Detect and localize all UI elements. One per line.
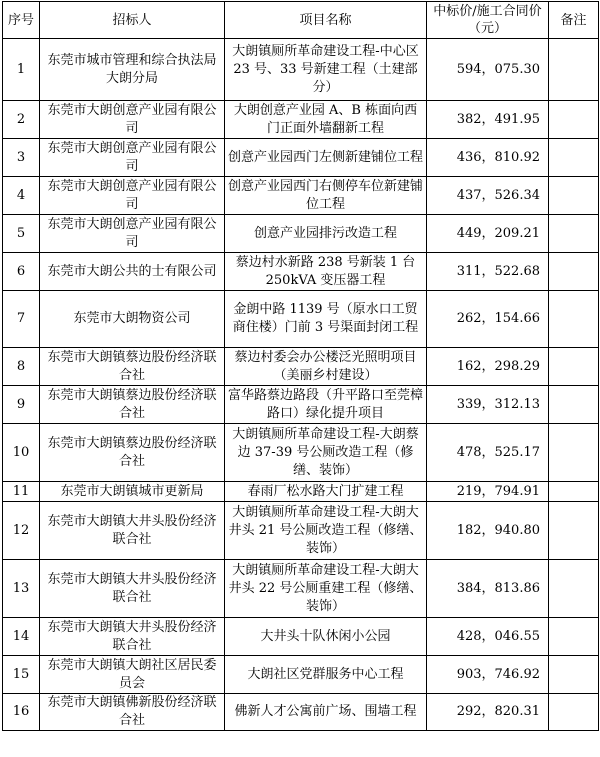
bidder-cell: 东莞市大朗镇城市更新局 <box>40 482 225 502</box>
row-number: 4 <box>3 177 40 215</box>
bidder-cell: 东莞市大朗镇佛新股份经济联合社 <box>40 694 225 731</box>
project-name-cell: 蔡边村委会办公楼泛光照明项目（美丽乡村建设） <box>225 348 427 386</box>
price-cell: 382，491.95 <box>427 101 549 139</box>
table-row <box>3 694 599 731</box>
table-row <box>3 348 599 386</box>
note-cell <box>549 177 599 215</box>
price-cell: 182，940.80 <box>427 502 549 560</box>
bidder-cell: 东莞市城市管理和综合执法局大朗分局 <box>40 39 225 101</box>
table-row <box>3 386 599 424</box>
price-cell: 292，820.31 <box>427 694 549 731</box>
project-name-cell: 春雨厂松水路大门扩建工程 <box>225 482 427 502</box>
project-name-cell: 创意产业园西门右侧停车位新建铺位工程 <box>225 177 427 215</box>
price-cell: 903，746.92 <box>427 656 549 694</box>
bidder-cell: 东莞市大朗镇大井头股份经济联合社 <box>40 618 225 656</box>
project-name-cell: 佛新人才公寓前广场、围墙工程 <box>225 694 427 731</box>
row-number: 15 <box>3 656 40 694</box>
note-cell <box>549 618 599 656</box>
table-row <box>3 101 599 139</box>
note-cell <box>549 348 599 386</box>
header-note: 备注 <box>549 2 599 39</box>
project-name-cell: 蔡边村水新路 238 号新装 1 台 250kVA 变压器工程 <box>225 253 427 291</box>
bidder-cell: 东莞市大朗镇大井头股份经济联合社 <box>40 502 225 560</box>
project-name-cell: 大朗创意产业园 A、B 栋面向西门正面外墙翻新工程 <box>225 101 427 139</box>
price-cell: 219，794.91 <box>427 482 549 502</box>
bidder-cell: 东莞市大朗镇蔡边股份经济联合社 <box>40 386 225 424</box>
price-cell: 437，526.34 <box>427 177 549 215</box>
project-name-cell: 创意产业园西门左侧新建铺位工程 <box>225 139 427 177</box>
note-cell <box>549 39 599 101</box>
table-row <box>3 177 599 215</box>
row-number: 6 <box>3 253 40 291</box>
table-row <box>3 39 599 101</box>
row-number: 9 <box>3 386 40 424</box>
project-name-cell: 创意产业园排污改造工程 <box>225 215 427 253</box>
note-cell <box>549 253 599 291</box>
table-row <box>3 482 599 502</box>
project-name-cell: 富华路蔡边路段（升平路口至莞樟路口）绿化提升项目 <box>225 386 427 424</box>
bidder-cell: 东莞市大朗镇蔡边股份经济联合社 <box>40 348 225 386</box>
note-cell <box>549 215 599 253</box>
header-no: 序号 <box>3 2 40 39</box>
price-cell: 384，813.86 <box>427 560 549 618</box>
table-body <box>3 39 599 731</box>
row-number: 2 <box>3 101 40 139</box>
header-bidder: 招标人 <box>40 2 225 39</box>
project-name-cell: 大井头十队休闲小公园 <box>225 618 427 656</box>
table-row <box>3 424 599 482</box>
table-row <box>3 215 599 253</box>
project-name-cell: 金朗中路 1139 号（原水口工贸商住楼）门前 3 号渠面封闭工程 <box>225 291 427 348</box>
price-cell: 311，522.68 <box>427 253 549 291</box>
bidder-cell: 东莞市大朗创意产业园有限公司 <box>40 177 225 215</box>
header-price: 中标价/施工合同价（元） <box>427 2 549 39</box>
table-row <box>3 291 599 348</box>
note-cell <box>549 502 599 560</box>
row-number: 8 <box>3 348 40 386</box>
bidder-cell: 东莞市大朗物资公司 <box>40 291 225 348</box>
note-cell <box>549 139 599 177</box>
row-number: 1 <box>3 39 40 101</box>
note-cell <box>549 386 599 424</box>
price-cell: 262，154.66 <box>427 291 549 348</box>
bidder-cell: 东莞市大朗镇大井头股份经济联合社 <box>40 560 225 618</box>
table-row <box>3 656 599 694</box>
bid-table <box>2 1 599 731</box>
bidder-cell: 东莞市大朗镇大朗社区居民委员会 <box>40 656 225 694</box>
project-name-cell: 大朗镇厕所革命建设工程-大朗蔡边 37-39 号公厕改造工程（修缮、装饰） <box>225 424 427 482</box>
table-row <box>3 618 599 656</box>
row-number: 5 <box>3 215 40 253</box>
bidder-cell: 东莞市大朗创意产业园有限公司 <box>40 215 225 253</box>
note-cell <box>549 424 599 482</box>
note-cell <box>549 291 599 348</box>
note-cell <box>549 482 599 502</box>
note-cell <box>549 656 599 694</box>
project-name-cell: 大朗镇厕所革命建设工程-大朗大井头 22 号公厕重建工程（修缮、装饰） <box>225 560 427 618</box>
price-cell: 436，810.92 <box>427 139 549 177</box>
bidder-cell: 东莞市大朗创意产业园有限公司 <box>40 139 225 177</box>
bidder-cell: 东莞市大朗创意产业园有限公司 <box>40 101 225 139</box>
table-row <box>3 502 599 560</box>
row-number: 11 <box>3 482 40 502</box>
project-name-cell: 大朗社区党群服务中心工程 <box>225 656 427 694</box>
price-cell: 449，209.21 <box>427 215 549 253</box>
row-number: 13 <box>3 560 40 618</box>
table-row <box>3 139 599 177</box>
row-number: 16 <box>3 694 40 731</box>
note-cell <box>549 101 599 139</box>
price-cell: 594，075.30 <box>427 39 549 101</box>
price-cell: 428，046.55 <box>427 618 549 656</box>
note-cell <box>549 694 599 731</box>
price-cell: 339，312.13 <box>427 386 549 424</box>
table-row <box>3 253 599 291</box>
row-number: 10 <box>3 424 40 482</box>
header-project: 项目名称 <box>225 2 427 39</box>
project-name-cell: 大朗镇厕所革命建设工程-大朗大井头 21 号公厕改造工程（修缮、装饰） <box>225 502 427 560</box>
price-cell: 478，525.17 <box>427 424 549 482</box>
header-row <box>3 2 599 39</box>
note-cell <box>549 560 599 618</box>
project-name-cell: 大朗镇厕所革命建设工程-中心区 23 号、33 号新建工程（土建部分） <box>225 39 427 101</box>
price-cell: 162，298.29 <box>427 348 549 386</box>
bidder-cell: 东莞市大朗镇蔡边股份经济联合社 <box>40 424 225 482</box>
bidder-cell: 东莞市大朗公共的士有限公司 <box>40 253 225 291</box>
row-number: 12 <box>3 502 40 560</box>
table-row <box>3 560 599 618</box>
row-number: 3 <box>3 139 40 177</box>
row-number: 14 <box>3 618 40 656</box>
row-number: 7 <box>3 291 40 348</box>
